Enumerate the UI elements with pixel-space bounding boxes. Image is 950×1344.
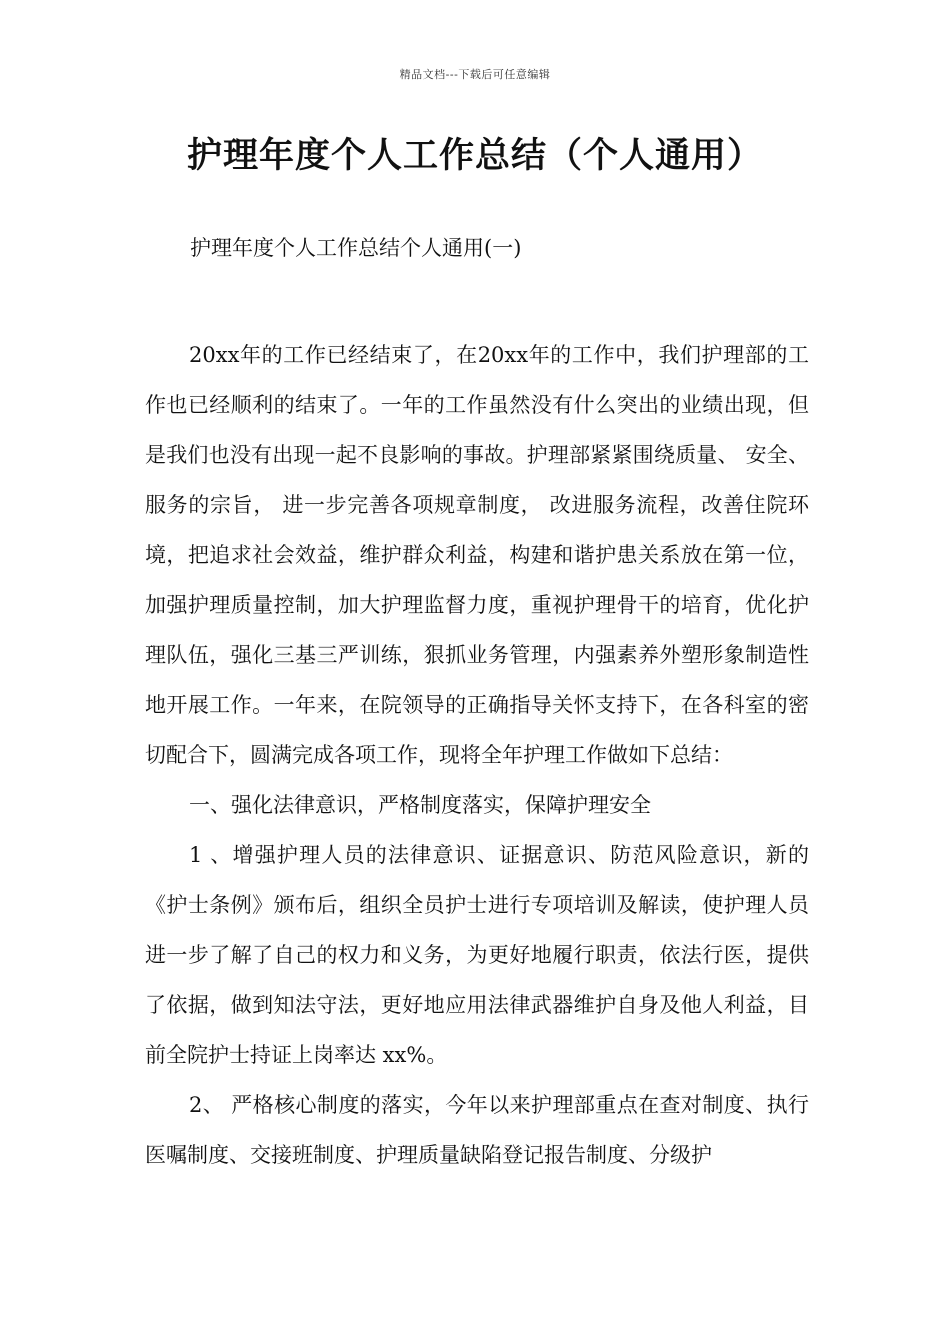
- document-title: 护理年度个人工作总结（个人通用）: [186, 135, 763, 176]
- document-subtitle: 护理年度个人工作总结个人通用(一): [190, 236, 522, 260]
- document-body: [145, 330, 809, 1180]
- paragraph-item-1: 1 、增强护理人员的法律意识、证据意识、防范风险意识，新的《护士条例》颁布后，组织全员护士进行专项培训及解读，使护理人员进一步了解了自己的权力和义务，为更好地履行职责，依法行医，提供了依据，做到知法守法，更好地应用法律武器维护自身及他人利益，目前全院护士持证上岗率达 xx%。: [145, 843, 809, 1067]
- section-heading-1: 一、强化法律意识，严格制度落实，保障护理安全: [189, 793, 651, 817]
- page-header-note: 精品文档---下载后可任意编辑: [399, 68, 551, 81]
- paragraph-item-2: 2、 严格核心制度的落实，今年以来护理部重点在查对制度、执行医嘱制度、交接班制度、护理质量缺陷登记报告制度、分级护: [145, 1093, 809, 1167]
- paragraph-intro: 20xx年的工作已经结束了，在20xx年的工作中，我们护理部的工作也已经顺利的结束了。一年的工作虽然没有什么突出的业绩出现，但是我们也没有出现一起不良影响的事故。护理部紧紧围绕质量、 安全、服务的宗旨， 进一步完善各项规章制度， 改进服务流程，改善住院环境，把追求社会效益，维护群众利益，构建和谐护患关系放在第一位，加强护理质量控制，加大护理监督力度，重视护理骨干的培育，优化护理队伍，强化三基三严训练，狠抓业务管理，内强素养外塑形象制造性地开展工作。一年来，在院领导的正确指导关怀支持下，在各科室的密切配合下，圆满完成各项工作，现将全年护理工作做如下总结：: [145, 343, 809, 767]
